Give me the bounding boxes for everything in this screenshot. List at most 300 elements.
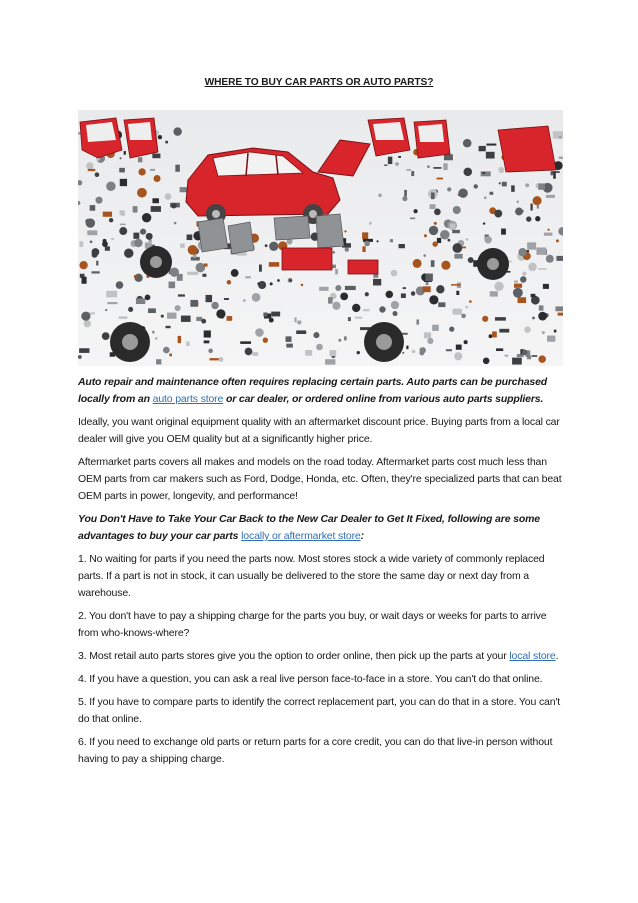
- part-speck: [111, 238, 114, 240]
- part-speck: [402, 196, 407, 201]
- part-speck: [120, 224, 126, 226]
- part-speck: [186, 341, 189, 345]
- part-speck: [175, 165, 180, 172]
- part-speck: [556, 239, 559, 242]
- part-speck: [152, 154, 160, 159]
- part-speck: [208, 349, 213, 354]
- part-speck: [180, 244, 184, 248]
- part-speck: [245, 276, 250, 278]
- part-speck: [173, 127, 181, 135]
- part-speck: [204, 263, 208, 266]
- part-speck: [86, 218, 95, 227]
- part-speck: [555, 306, 563, 311]
- list-item-6: 6. If you need to exchange old parts or return parts for a core credit, you can do that live-in person without having to pay a shipping charge.: [78, 736, 553, 765]
- part-speck: [533, 196, 542, 205]
- part-speck: [270, 282, 273, 285]
- part-speck: [468, 257, 474, 263]
- part-speck: [79, 261, 87, 269]
- part-speck: [369, 222, 372, 225]
- part-speck: [120, 179, 127, 186]
- part-speck: [379, 306, 385, 312]
- part-speck: [486, 152, 495, 159]
- part-speck: [438, 302, 445, 307]
- part-speck: [542, 331, 545, 334]
- part-speck: [105, 309, 107, 311]
- part-speck: [538, 183, 545, 189]
- part-speck: [423, 286, 431, 292]
- part-speck: [454, 254, 462, 259]
- part-speck: [335, 269, 338, 274]
- part-speck: [150, 169, 155, 171]
- part-speck: [258, 281, 266, 289]
- part-speck: [124, 248, 133, 257]
- part-speck: [128, 307, 133, 312]
- part-speck: [175, 305, 181, 311]
- part-speck: [515, 208, 523, 216]
- part-speck: [263, 312, 267, 316]
- part-speck: [528, 262, 537, 271]
- part-speck: [355, 317, 362, 319]
- part-speck: [105, 246, 110, 250]
- part-speck: [437, 178, 443, 180]
- intro-paragraph: [78, 374, 564, 408]
- part-speck: [378, 193, 382, 197]
- part-speck: [133, 206, 138, 212]
- part-speck: [165, 141, 168, 144]
- car-parts-image: [78, 110, 563, 366]
- part-speck: [259, 265, 262, 272]
- part-speck: [82, 277, 87, 284]
- part-speck: [116, 281, 124, 289]
- part-speck: [152, 331, 154, 334]
- part-speck: [513, 288, 523, 298]
- part-speck: [430, 204, 436, 209]
- part-speck: [538, 312, 547, 321]
- part-speck: [316, 344, 323, 351]
- part-speck: [158, 135, 162, 139]
- part-speck: [537, 204, 539, 208]
- part-speck: [535, 216, 540, 221]
- part-speck: [453, 309, 462, 315]
- part-speck: [204, 340, 210, 343]
- part-speck: [450, 224, 455, 229]
- part-speck: [206, 295, 213, 302]
- part-speck: [187, 234, 193, 240]
- part-speck: [295, 317, 297, 322]
- part-speck: [518, 248, 526, 256]
- part-speck: [406, 169, 411, 171]
- article-body: [78, 374, 564, 774]
- part-speck: [95, 172, 100, 177]
- part-speck: [398, 156, 401, 158]
- part-speck: [180, 187, 188, 192]
- part-speck: [365, 292, 369, 296]
- part-speck: [388, 157, 392, 164]
- part-speck: [344, 230, 346, 232]
- part-speck: [526, 216, 531, 221]
- part-speck: [152, 198, 158, 203]
- part-speck: [137, 188, 147, 198]
- part-speck: [154, 175, 161, 182]
- part-speck: [494, 210, 502, 218]
- page-title: WHERE TO BUY CAR PARTS OR AUTO PARTS?: [204, 77, 434, 88]
- part-speck: [335, 285, 341, 291]
- advantages-text-end: :: [360, 530, 364, 542]
- part-speck: [146, 233, 153, 240]
- part-speck: [411, 171, 414, 176]
- part-speck: [527, 356, 531, 360]
- part-speck: [102, 332, 110, 340]
- part-speck: [434, 222, 437, 225]
- part-speck: [363, 309, 369, 311]
- part-speck: [88, 169, 96, 171]
- list-item-3: [78, 648, 564, 665]
- part-speck: [193, 254, 197, 258]
- part-speck: [424, 332, 431, 338]
- part-speck: [181, 316, 191, 322]
- part-speck: [384, 164, 387, 166]
- part-speck: [544, 233, 553, 236]
- part-speck: [271, 312, 280, 317]
- part-speck: [90, 205, 96, 211]
- part-speck: [479, 146, 486, 151]
- part-speck: [524, 326, 530, 332]
- paragraph-oem-quality: Ideally, you want original equipment quality with an aftermarket discount price. Buying parts from a local car dealer will give you OEM quality but at a significantly higher price.: [78, 416, 560, 445]
- part-speck: [547, 336, 555, 342]
- part-speck: [469, 300, 472, 303]
- part-speck: [495, 317, 506, 320]
- part-speck: [461, 314, 466, 319]
- part-speck: [227, 316, 233, 321]
- part-speck: [245, 348, 253, 356]
- part-speck: [406, 346, 408, 350]
- part-speck: [319, 287, 328, 291]
- part-speck: [92, 271, 100, 273]
- part-speck: [328, 297, 333, 303]
- part-speck: [499, 329, 509, 333]
- part-speck: [325, 359, 335, 364]
- part-speck: [410, 218, 415, 220]
- part-speck: [481, 171, 491, 176]
- part-speck: [148, 308, 156, 313]
- part-speck: [305, 350, 312, 356]
- part-speck: [532, 317, 535, 320]
- part-speck: [187, 272, 198, 275]
- part-speck: [103, 212, 112, 217]
- part-speck: [482, 316, 488, 322]
- part-speck: [269, 318, 274, 323]
- part-speck: [434, 209, 441, 216]
- part-speck: [151, 206, 161, 212]
- part-speck: [404, 190, 407, 196]
- part-speck: [202, 274, 206, 277]
- part-speck: [286, 336, 292, 342]
- part-speck: [263, 338, 268, 343]
- part-speck: [444, 154, 453, 160]
- part-speck: [553, 171, 556, 178]
- part-speck: [120, 157, 122, 159]
- part-speck: [413, 259, 422, 268]
- part-speck: [543, 284, 549, 289]
- part-speck: [464, 168, 473, 177]
- part-speck: [313, 332, 319, 338]
- part-speck: [532, 355, 538, 357]
- part-speck: [95, 197, 102, 204]
- part-speck: [92, 252, 98, 258]
- auto-parts-store-link[interactable]: auto parts store: [152, 393, 224, 405]
- part-speck: [119, 316, 128, 319]
- part-speck: [547, 229, 549, 231]
- part-speck: [558, 313, 563, 316]
- part-speck: [433, 167, 441, 169]
- part-speck: [456, 291, 459, 295]
- part-speck: [401, 293, 406, 298]
- part-speck: [79, 348, 89, 353]
- part-speck: [165, 326, 170, 328]
- part-speck: [277, 279, 280, 282]
- part-speck: [411, 291, 415, 295]
- part-speck: [362, 246, 365, 252]
- part-speck: [96, 261, 98, 266]
- part-speck: [188, 245, 198, 255]
- part-speck: [357, 351, 360, 354]
- part-speck: [204, 330, 211, 337]
- part-speck: [252, 293, 261, 302]
- part-speck: [211, 302, 218, 309]
- part-speck: [452, 243, 462, 253]
- part-speck: [412, 350, 416, 354]
- part-speck: [345, 247, 349, 251]
- advantages-heading: [78, 511, 564, 545]
- part-speck: [419, 347, 425, 353]
- part-speck: [465, 306, 468, 309]
- part-speck: [502, 182, 507, 187]
- part-speck: [216, 309, 225, 318]
- part-speck: [522, 350, 528, 356]
- part-speck: [344, 336, 347, 340]
- part-speck: [167, 313, 176, 319]
- part-speck: [437, 238, 441, 243]
- part-speck: [178, 336, 181, 343]
- part-speck: [451, 284, 461, 286]
- part-speck: [432, 241, 437, 246]
- part-speck: [106, 291, 117, 297]
- part-speck: [446, 349, 452, 351]
- part-speck: [201, 319, 206, 324]
- part-speck: [490, 291, 498, 296]
- part-speck: [557, 132, 563, 136]
- part-speck: [559, 157, 563, 159]
- part-speck: [165, 193, 172, 200]
- part-speck: [340, 292, 348, 300]
- paragraph-aftermarket: Aftermarket parts covers all makes and models on the road today. Aftermarket parts cost much less than OEM parts from car makers such as Ford, Dodge, Honda, etc. Often, they're specialized parts that can beat OEM parts in power, longevity, and performance!: [78, 456, 562, 502]
- part-speck: [458, 188, 467, 197]
- part-speck: [466, 238, 469, 241]
- part-speck: [536, 247, 546, 254]
- part-speck: [490, 192, 494, 195]
- part-speck: [78, 355, 82, 359]
- part-speck: [538, 268, 546, 270]
- part-speck: [107, 302, 117, 304]
- part-speck: [161, 315, 164, 318]
- part-speck: [86, 162, 93, 169]
- part-speck: [145, 295, 151, 301]
- part-speck: [219, 357, 224, 362]
- part-speck: [441, 261, 450, 270]
- part-speck: [559, 135, 562, 138]
- intro-text-end: or car dealer, or ordered online from various auto parts suppliers.: [223, 393, 544, 405]
- part-speck: [169, 282, 176, 289]
- part-speck: [345, 286, 356, 290]
- part-speck: [243, 299, 246, 302]
- part-speck: [452, 230, 460, 233]
- part-speck: [120, 210, 125, 215]
- part-speck: [402, 352, 404, 354]
- part-speck: [190, 300, 198, 307]
- part-speck: [423, 254, 426, 257]
- part-speck: [501, 229, 506, 235]
- part-speck: [103, 239, 107, 243]
- part-speck: [518, 297, 527, 303]
- part-speck: [538, 355, 546, 363]
- part-speck: [119, 168, 125, 173]
- part-speck: [554, 330, 557, 333]
- part-speck: [231, 269, 239, 277]
- part-speck: [486, 144, 496, 146]
- part-speck: [240, 341, 251, 344]
- part-speck: [416, 319, 419, 324]
- part-speck: [429, 226, 438, 235]
- part-speck: [484, 196, 487, 199]
- part-speck: [447, 187, 451, 191]
- part-speck: [512, 358, 522, 365]
- part-speck: [432, 325, 439, 331]
- part-speck: [391, 301, 399, 309]
- part-speck: [395, 162, 399, 166]
- part-speck: [81, 312, 90, 321]
- part-speck: [364, 241, 370, 247]
- advantages-text-start: You Don't Have to Take Your Car Back to the New Car Dealer to Get It Fixed, following are some advantages to buy your car parts: [78, 513, 540, 542]
- part-speck: [255, 328, 264, 337]
- part-speck: [499, 182, 501, 184]
- part-speck: [546, 195, 555, 198]
- part-speck: [511, 185, 515, 191]
- part-speck: [483, 172, 486, 174]
- local-store-link[interactable]: local store: [509, 650, 556, 662]
- part-speck: [134, 239, 142, 247]
- list-item-2: 2. You don't have to pay a shipping charge for the parts you buy, or wait days or weeks for parts to arrive from who-knows-where?: [78, 610, 547, 639]
- part-speck: [514, 281, 518, 283]
- part-speck: [440, 230, 449, 239]
- local-aftermarket-store-link[interactable]: locally or aftermarket store: [241, 530, 361, 542]
- part-speck: [170, 268, 179, 277]
- part-speck: [134, 275, 137, 278]
- part-speck: [332, 302, 340, 310]
- part-speck: [505, 355, 509, 357]
- part-speck: [429, 295, 438, 304]
- part-speck: [138, 157, 142, 162]
- part-speck: [531, 294, 536, 298]
- part-speck: [527, 242, 536, 249]
- part-speck: [252, 352, 258, 356]
- part-speck: [453, 206, 461, 214]
- part-speck: [140, 229, 146, 235]
- part-speck: [483, 222, 485, 224]
- list-item-1: 1. No waiting for parts if you need the parts now. Most stores stock a wide variety of commonly replaced parts. If a part is not in stock, it can usually be delivered to the store the same day or next day from a warehouse.: [78, 553, 545, 599]
- part-speck: [269, 242, 278, 251]
- part-speck: [516, 200, 519, 203]
- part-speck: [296, 330, 306, 334]
- part-speck: [224, 298, 229, 300]
- part-speck: [332, 251, 335, 254]
- part-speck: [136, 298, 145, 304]
- part-speck: [447, 239, 450, 242]
- part-speck: [393, 311, 398, 316]
- part-speck: [196, 263, 206, 273]
- part-speck: [514, 284, 522, 288]
- part-speck: [209, 358, 219, 360]
- part-speck: [454, 352, 462, 360]
- part-speck: [87, 230, 97, 235]
- list-item-5: 5. If you have to compare parts to identify the correct replacement part, you can do that in a store. You can't do that online.: [78, 696, 561, 725]
- part-speck: [496, 348, 503, 351]
- part-speck: [414, 209, 418, 213]
- part-speck: [484, 236, 492, 244]
- part-speck: [556, 256, 563, 261]
- part-speck: [178, 294, 185, 296]
- part-speck: [109, 218, 113, 222]
- part-speck: [286, 344, 293, 348]
- part-speck: [297, 320, 301, 324]
- part-speck: [90, 241, 93, 244]
- part-speck: [119, 227, 127, 235]
- part-speck: [399, 244, 405, 248]
- part-speck: [155, 337, 157, 339]
- part-speck: [431, 192, 435, 199]
- part-speck: [492, 331, 497, 337]
- part-speck: [362, 232, 368, 239]
- item3-text-start: 3. Most retail auto parts stores give you the option to order online, then pick up the parts at your: [78, 650, 510, 662]
- part-speck: [124, 151, 126, 155]
- part-speck: [79, 241, 83, 247]
- part-speck: [436, 285, 444, 293]
- part-speck: [163, 347, 170, 354]
- part-speck: [352, 304, 360, 312]
- part-speck: [138, 168, 145, 175]
- part-speck: [520, 276, 526, 282]
- part-speck: [550, 173, 553, 176]
- part-speck: [84, 320, 91, 327]
- part-speck: [539, 305, 544, 310]
- part-speck: [373, 279, 381, 286]
- part-speck: [269, 262, 279, 267]
- part-speck: [330, 350, 337, 356]
- intro-text-start: Auto repair and maintenance often requires replacing certain parts. Auto parts can be purchased locally from an: [78, 376, 548, 405]
- part-speck: [169, 354, 172, 357]
- part-speck: [376, 240, 378, 242]
- part-speck: [498, 167, 504, 173]
- part-speck: [427, 166, 430, 168]
- part-speck: [142, 213, 151, 222]
- part-speck: [156, 359, 161, 364]
- item3-text-end: .: [555, 650, 559, 662]
- part-speck: [196, 317, 202, 321]
- part-speck: [403, 287, 406, 289]
- part-speck: [227, 280, 231, 284]
- part-speck: [133, 233, 139, 239]
- part-speck: [424, 234, 427, 237]
- part-speck: [522, 272, 526, 276]
